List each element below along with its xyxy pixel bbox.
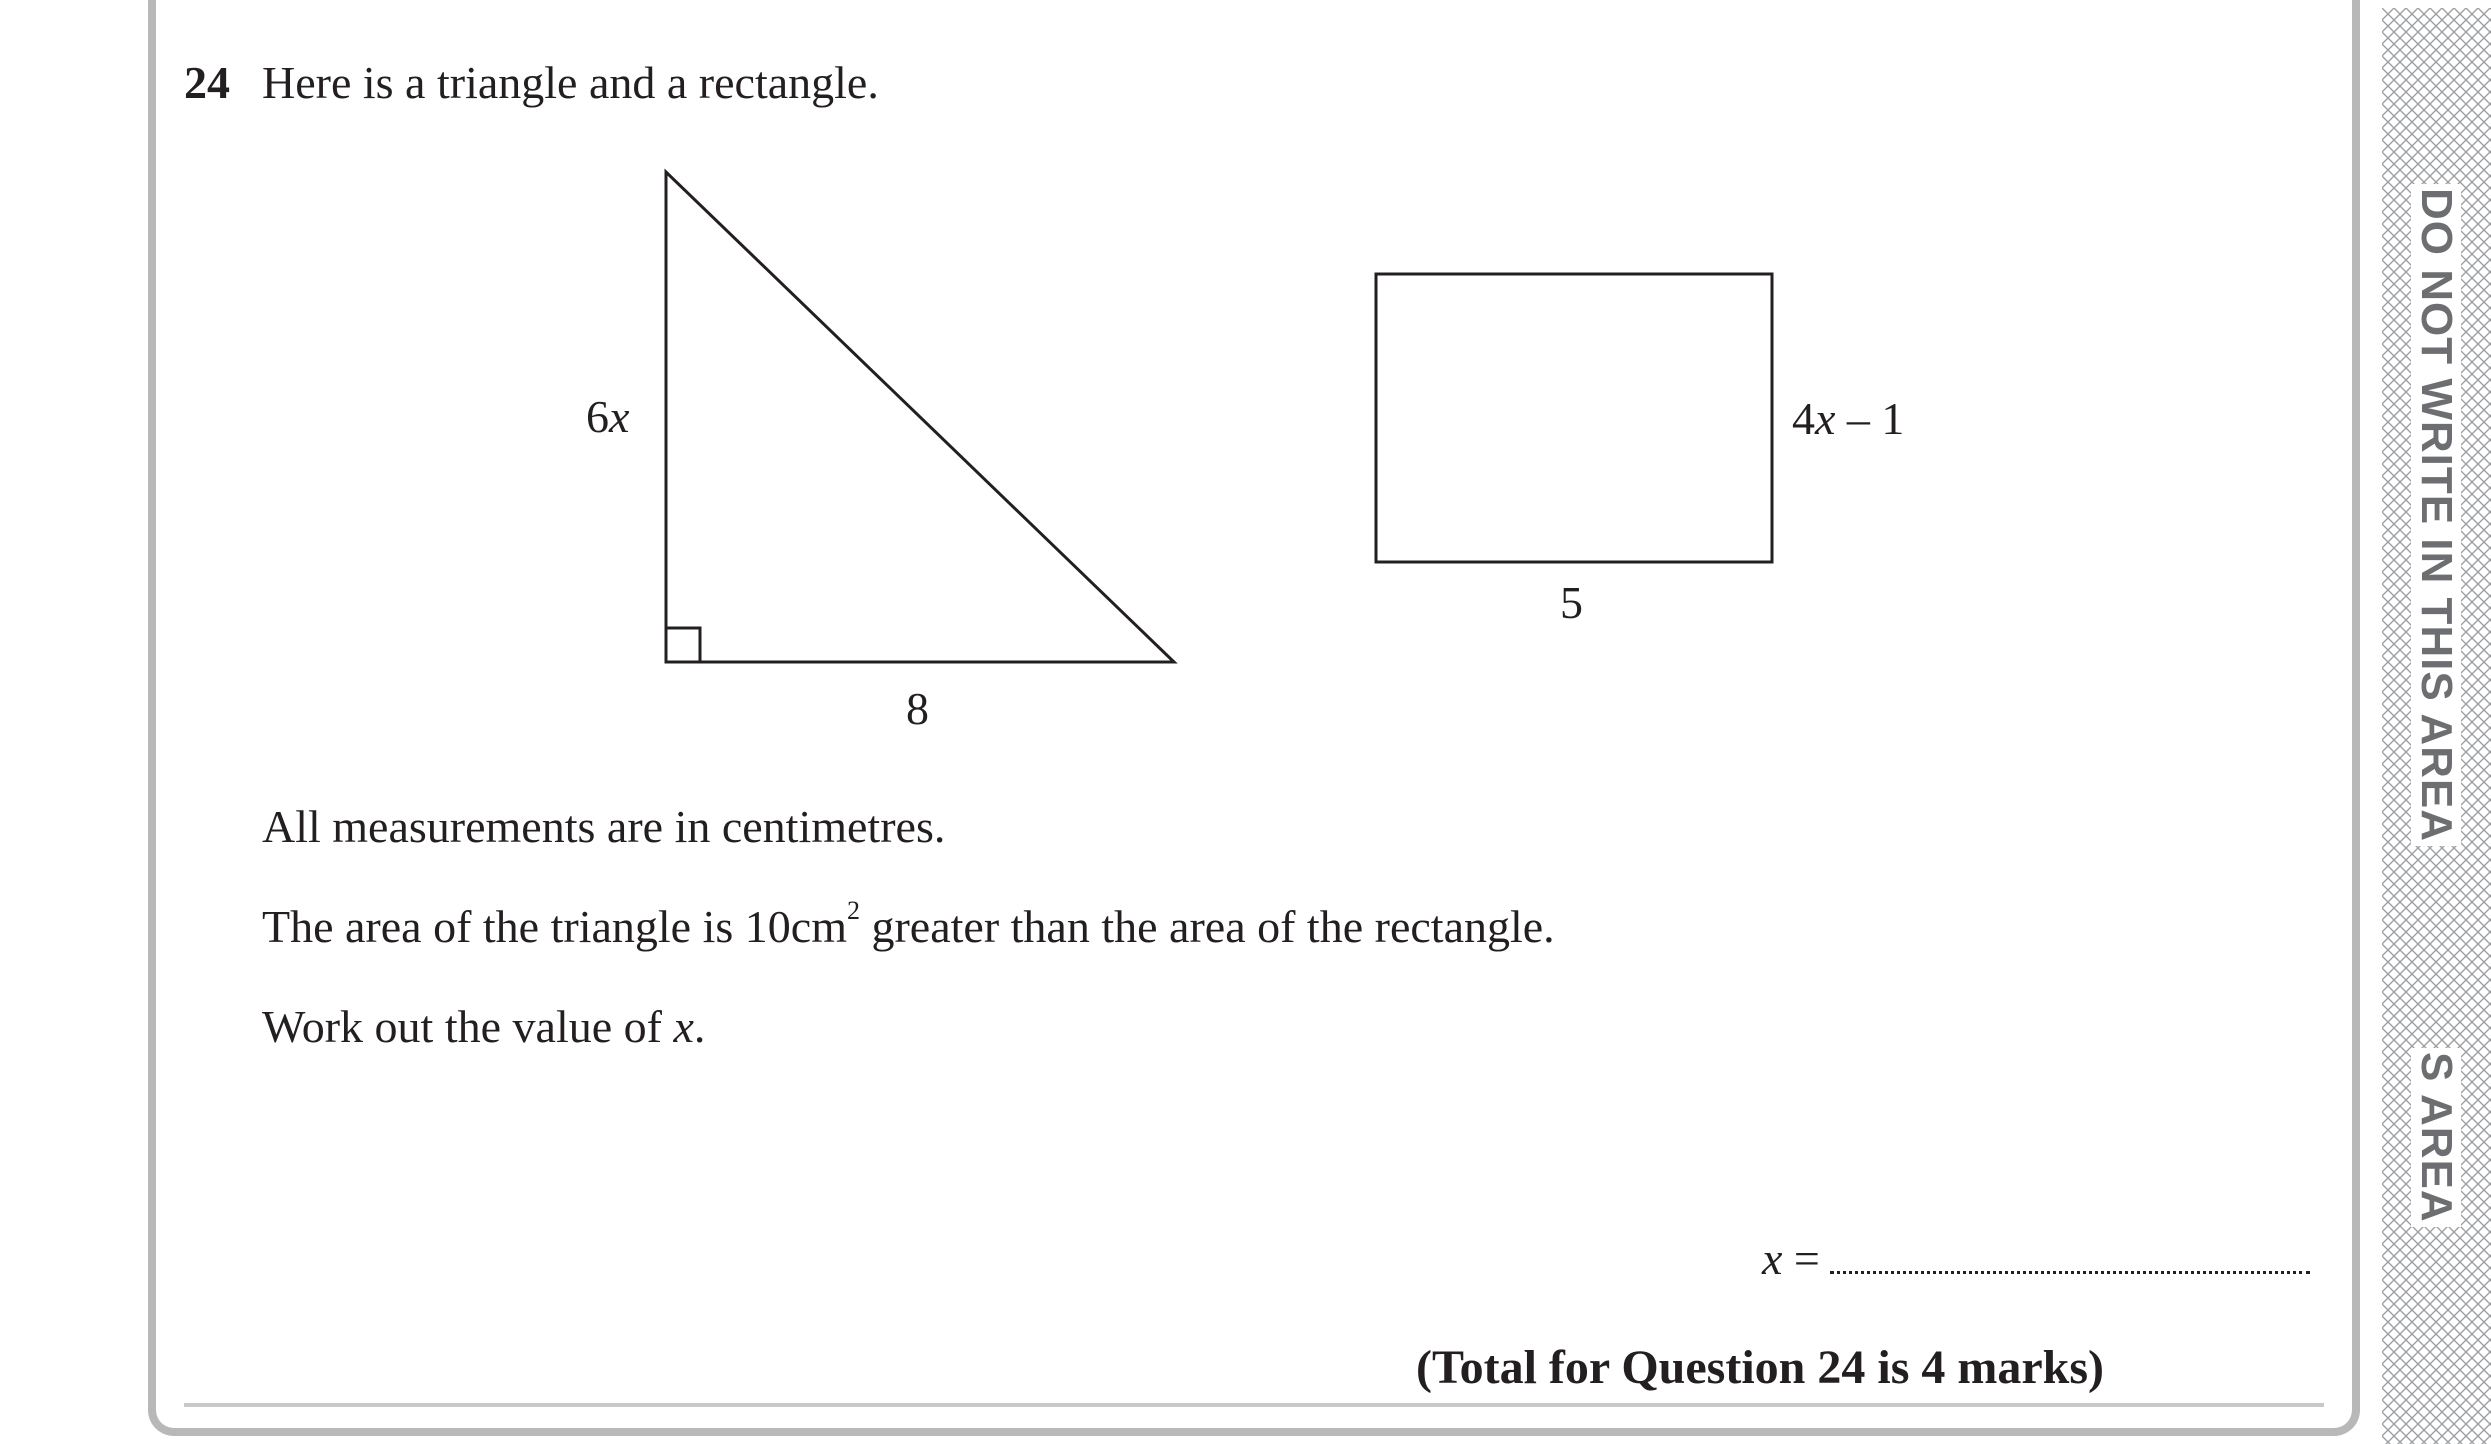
rectangle-shape	[1376, 274, 1772, 562]
area-statement: The area of the triangle is $10cm^2$ greater than the area of the rectangle.	[262, 896, 1555, 952]
question-separator-rule	[184, 1403, 2324, 1407]
total-marks: (Total for Question 24 is 4 marks)	[1416, 1341, 2105, 1394]
right-triangle	[666, 172, 1174, 662]
do-not-write-margin	[2382, 8, 2491, 1444]
rectangle-height-label: 4x – 1	[1792, 393, 1905, 444]
margin-warning-text-partial: S AREA	[2411, 1048, 2461, 1227]
answer-line: x =	[1762, 1232, 2310, 1285]
right-angle-marker	[666, 628, 700, 662]
question-number: 24	[184, 57, 230, 108]
question-stem: Here is a triangle and a rectangle.	[262, 57, 879, 108]
triangle-height-label: 6x	[586, 391, 630, 442]
triangle-base-label: 8	[906, 683, 929, 734]
margin-warning-text: DO NOT WRITE IN THIS AREA	[2411, 184, 2461, 846]
task-statement: Work out the value of x.	[262, 1001, 706, 1052]
measurements-note: All measurements are in centimetres.	[262, 801, 946, 852]
rectangle-width-label: 5	[1560, 577, 1583, 628]
answer-field[interactable]	[1830, 1247, 2310, 1274]
shapes-diagram	[0, 0, 2360, 760]
